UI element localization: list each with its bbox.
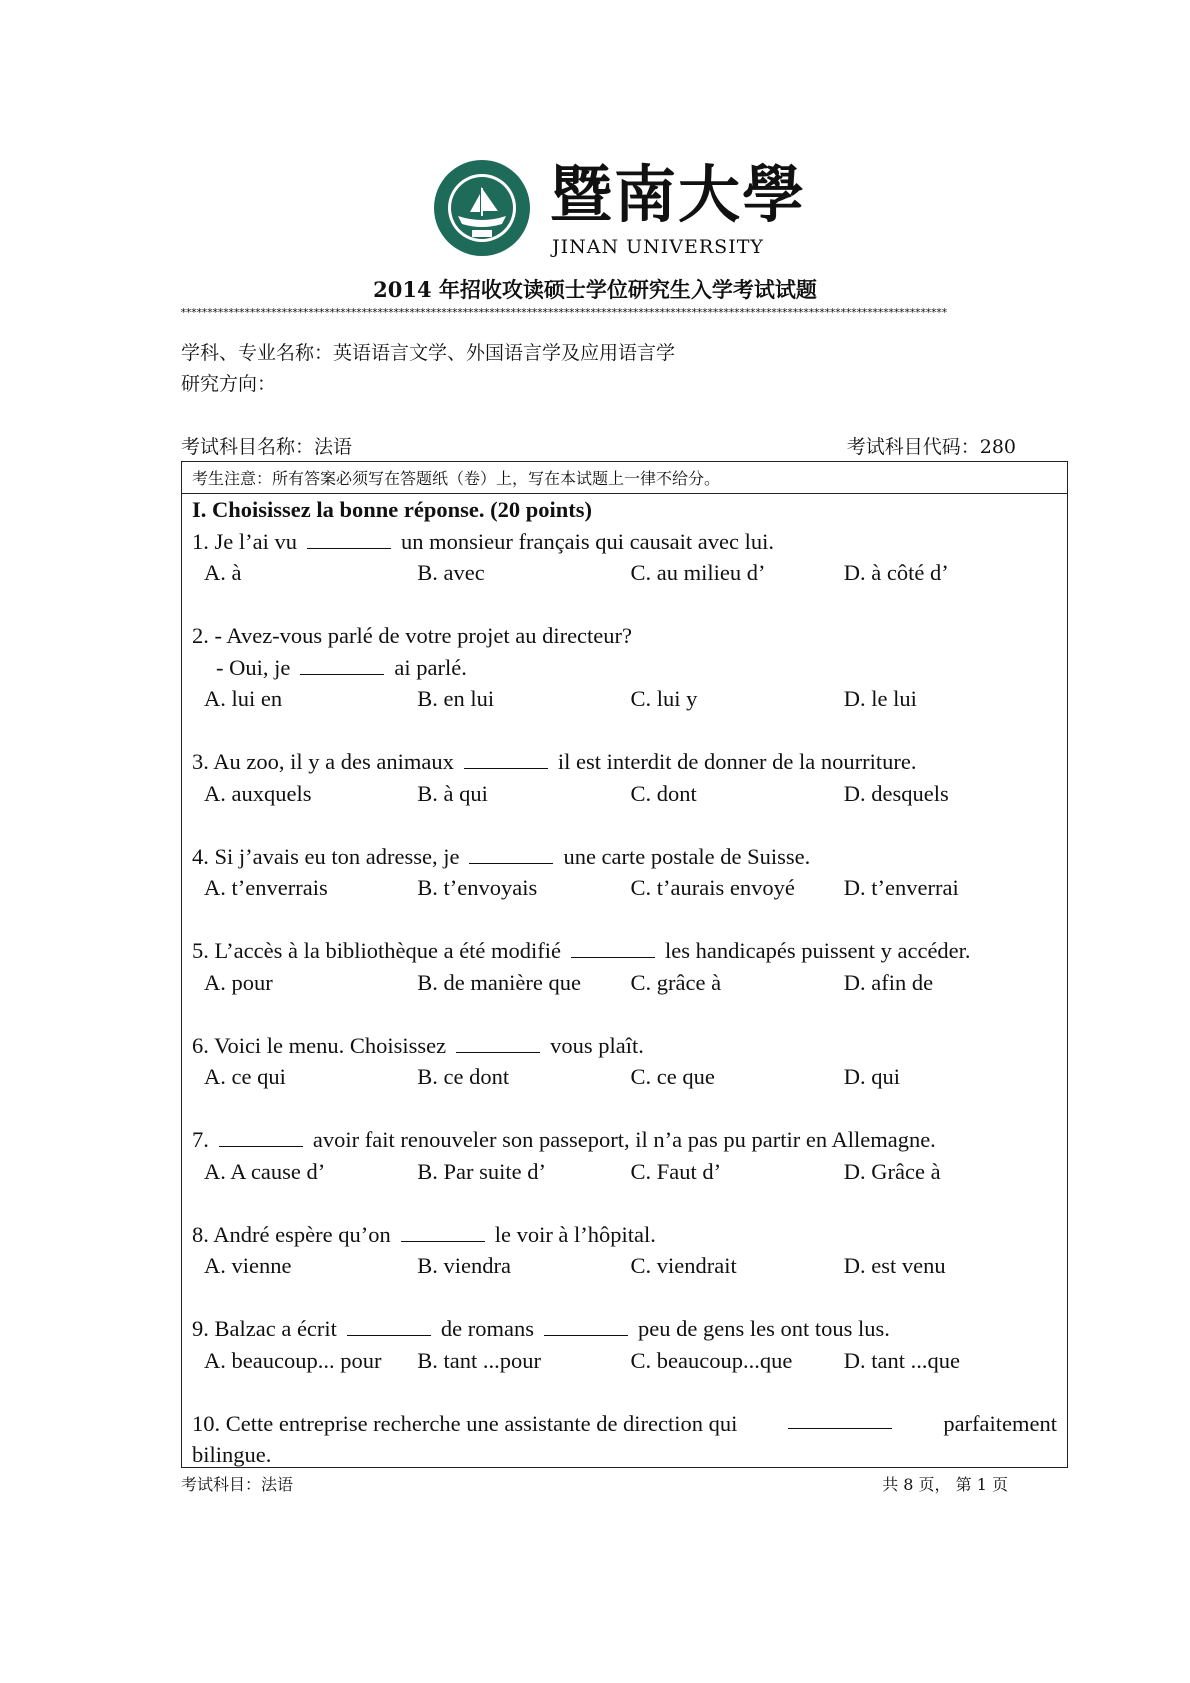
question-text: il est interdit de donner de la nourriture.: [557, 749, 917, 774]
question-text: 4. Si j’avais eu ton adresse, je: [192, 843, 460, 869]
option: D. afin de: [843, 969, 934, 995]
candidate-notice: 考生注意：所有答案必须写在答题纸（卷）上，写在本试题上一律不给分。: [192, 469, 721, 488]
question-text: vous plaît.: [550, 1032, 644, 1058]
option: C. lui y: [630, 686, 698, 711]
question-text: 9. Balzac a écrit: [192, 1316, 337, 1341]
exam-title: 2014 年招收攻读硕士学位研究生入学考试试题: [373, 277, 817, 302]
option: D. le lui: [843, 686, 917, 711]
question-text: 1. Je l’ai vu: [192, 528, 297, 554]
question-text: 6. Voici le menu. Choisissez: [192, 1032, 447, 1058]
answer-blank: [300, 654, 384, 675]
question-text: ai parlé.: [394, 654, 467, 680]
question-7: [192, 1124, 1057, 1187]
question-6: [192, 1030, 1057, 1093]
answer-blank: [788, 1408, 892, 1429]
option: D. desquels: [843, 780, 949, 806]
question-text: 7.: [192, 1127, 209, 1152]
option: B. ce dont: [417, 1064, 510, 1089]
answer-blank: [219, 1126, 303, 1147]
options-row: [192, 557, 1057, 589]
question-text: avoir fait renouveler son passeport, il n’a pas pu partir en Allemagne.: [312, 1127, 936, 1152]
option: A. lui en: [204, 686, 283, 711]
options-row: [192, 872, 1057, 904]
option: A. pour: [204, 969, 273, 995]
options-row: [192, 683, 1057, 715]
option: D. t’enverrai: [843, 875, 959, 900]
option: C. beaucoup...que: [630, 1347, 793, 1373]
question-8: [192, 1219, 1057, 1282]
options-row: [192, 967, 1057, 999]
star-divider: ************************************************************************************************************************************************: [180, 306, 947, 319]
section-title: I. Choisissez la bonne réponse. (20 points): [192, 497, 593, 522]
answer-blank: [307, 528, 391, 549]
option: A. auxquels: [204, 780, 312, 806]
question-text: 3. Au zoo, il y a des animaux: [192, 749, 454, 774]
option: A. ce qui: [204, 1064, 286, 1089]
question-text: parfaitement: [943, 1410, 1057, 1436]
option: B. tant ...pour: [417, 1347, 541, 1373]
option: A. A cause d’: [204, 1158, 326, 1184]
question-text: 2. - Avez-vous parlé de votre projet au directeur?: [192, 623, 633, 648]
brand-chinese: 暨南大學: [550, 158, 807, 231]
option: D. à côté d’: [843, 560, 949, 585]
answer-blank: [544, 1315, 628, 1336]
option: D. tant ...que: [843, 1347, 960, 1373]
question-5: [192, 935, 1057, 998]
options-row: [192, 778, 1057, 810]
questions-area: [192, 494, 1057, 1471]
option: A. beaucoup... pour: [204, 1347, 382, 1373]
question-2: [192, 620, 1057, 715]
brand-english: JINAN UNIVERSITY: [552, 236, 764, 258]
answer-blank: [571, 937, 655, 958]
question-3: [192, 746, 1057, 809]
question-text: 5. L’accès à la bibliothèque a été modifié: [192, 938, 562, 963]
question-text: de romans: [440, 1316, 535, 1341]
option: C. dont: [630, 780, 697, 806]
question-1: [192, 526, 1057, 589]
question-text: peu de gens les ont tous lus.: [638, 1316, 890, 1341]
option: B. en lui: [417, 686, 495, 711]
direction-line: 研究方向：: [181, 373, 277, 395]
option: C. Faut d’: [630, 1158, 722, 1184]
question-text: une carte postale de Suisse.: [563, 843, 811, 869]
question-text: 10. Cette entreprise recherche une assistante de direction qui: [192, 1410, 738, 1436]
question-9: [192, 1313, 1057, 1376]
subject-name: 考试科目名称：法语: [181, 436, 353, 458]
question-4: [192, 841, 1057, 904]
options-row: [192, 1250, 1057, 1282]
option: A. vienne: [204, 1253, 292, 1278]
answer-blank: [456, 1032, 540, 1053]
question-text: un monsieur français qui causait avec lui.: [400, 528, 774, 554]
options-row: [192, 1345, 1057, 1377]
option: A. t’enverrais: [204, 875, 328, 900]
answer-blank: [464, 748, 548, 769]
option: D. qui: [843, 1064, 900, 1089]
question-text: le voir à l’hôpital.: [494, 1221, 656, 1247]
options-row: [192, 1061, 1057, 1093]
answer-blank: [401, 1221, 485, 1242]
option: C. viendrait: [630, 1253, 737, 1278]
subject-code: 考试科目代码：280: [846, 436, 1016, 458]
option: C. au milieu d’: [630, 560, 766, 585]
option: B. viendra: [417, 1253, 511, 1278]
option: C. t’aurais envoyé: [630, 875, 795, 900]
question-box: [181, 461, 1068, 1468]
question-text: les handicapés puissent y accéder.: [665, 938, 971, 963]
university-seal-icon: [432, 158, 532, 258]
option: B. Par suite d’: [417, 1158, 546, 1184]
answer-blank: [469, 843, 553, 864]
option: A. à: [204, 560, 242, 585]
question-10: [192, 1408, 1057, 1471]
option: B. de manière que: [417, 969, 581, 995]
question-text: bilingue.: [192, 1442, 272, 1467]
option: D. Grâce à: [843, 1158, 941, 1184]
option: C. ce que: [630, 1064, 715, 1089]
question-text: - Oui, je: [216, 654, 291, 680]
university-logo: [432, 158, 807, 262]
footer-subject: 考试科目：法语: [181, 1475, 294, 1494]
option: D. est venu: [843, 1253, 946, 1278]
option: C. grâce à: [630, 969, 722, 995]
major-line: 学科、专业名称：英语语言文学、外国语言学及应用语言学: [181, 342, 676, 364]
footer-page-count: 共 8 页， 第 1 页: [882, 1475, 1008, 1494]
question-text: 8. André espère qu’on: [192, 1221, 391, 1247]
option: B. avec: [417, 560, 485, 585]
option: B. t’envoyais: [417, 875, 538, 900]
options-row: [192, 1156, 1057, 1188]
answer-blank: [347, 1315, 431, 1336]
option: B. à qui: [417, 780, 488, 806]
